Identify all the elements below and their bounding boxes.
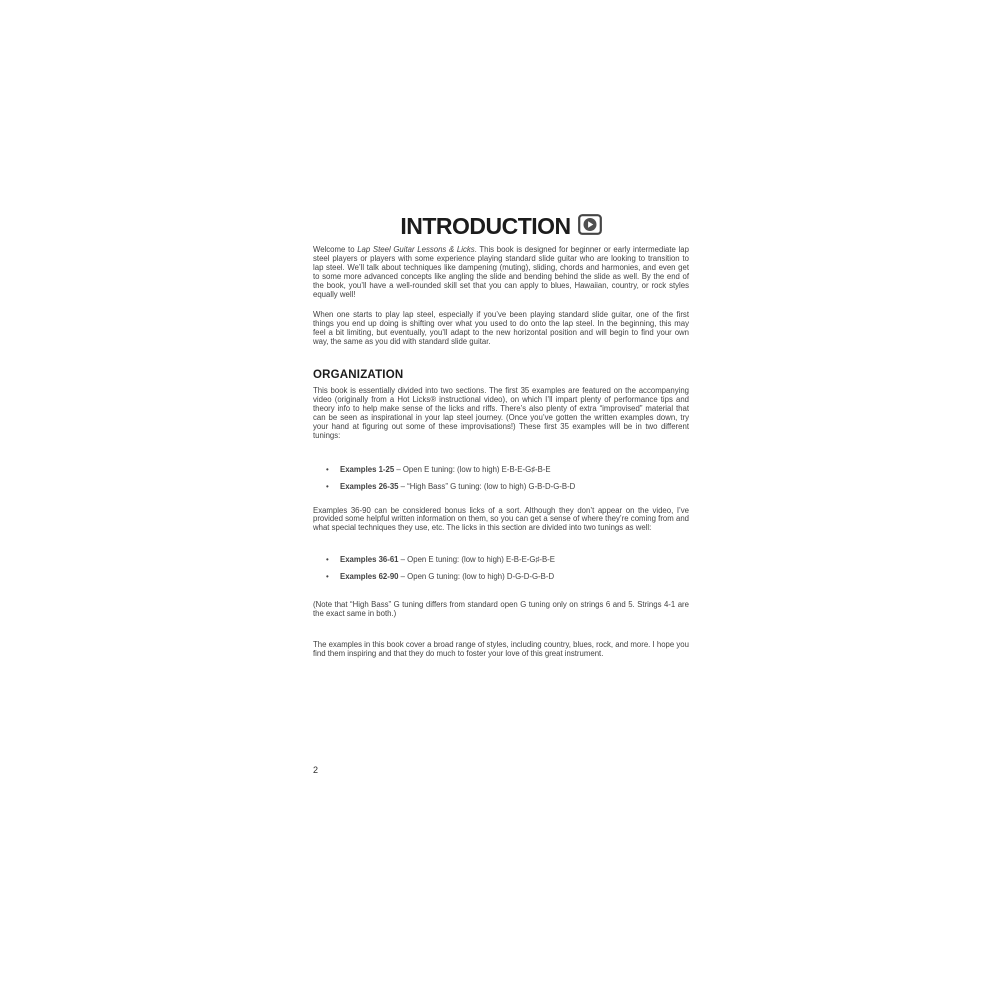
tuning-note-paragraph: (Note that “High Bass” G tuning differs from standard open G tuning only on strings 6 and 5. Strings 4-1 are the exact same in both.) [313,600,689,619]
book-title-italic: Lap Steel Guitar Lessons & Licks [357,245,475,254]
list-item-text [340,482,575,491]
intro-paragraph-2: When one starts to play lap steel, especially if you’ve been playing standard slide guitar, one of the first things you end up doing is shifting over what you used to do onto the lap steel. In the beginning, this may feel a bit limiting, but eventually, you’ll adapt to the new horizontal position and will begin to find your own way, the same as you did with standard slide guitar. [313,310,689,347]
organization-heading: ORGANIZATION [313,369,404,382]
video-play-icon [578,214,602,240]
chapter-title: INTRODUCTION [400,213,571,240]
tuning-description: – Open E tuning: (low to high) E-B-E-G♯-B-E [394,464,551,474]
intro-welcome-prefix: Welcome to [313,245,358,254]
chapter-title-row [313,214,689,240]
bullet-icon: • [326,572,329,582]
intro-welcome-suffix: . This book is designed for beginner or early intermediate lap steel players or players with some experience playing standard slide guitar who are looking to transition to lap steel. We’ll talk about techniques like dampening (muting), sliding, chords and harmonies, and even get to some more advanced concepts like angling the slide and bending behind the slide as well. By the end of the book, you’ll have a well-rounded skill set that you can apply to blues, Hawaiian, country, or rock styles equally well! [313,245,689,299]
organization-paragraph-2: Examples 36-90 can be considered bonus licks of a sort. Although they don’t appear on the video, I’ve provided some helpful written information on them, so you can get a sense of where they’re coming from and what special techniques they use, etc. The licks in this section are divided into two tunings as well: [313,505,689,533]
closing-paragraph: The examples in this book cover a broad range of styles, including country, blues, rock, and more. I hope you find them inspiring and that they do much to foster your love of this great instrument. [313,640,689,658]
list-item [326,572,689,581]
bullet-icon: • [326,481,329,491]
list-item-text [340,465,551,474]
tuning-description: – “High Bass” G tuning: (low to high) G-B-D-G-B-D [398,481,576,491]
tuning-list-2 [313,555,689,581]
list-item [326,465,689,474]
intro-paragraph-1 [313,246,689,299]
list-item-text [340,572,554,581]
tuning-list-1 [313,465,689,491]
list-item-text [340,555,555,564]
example-range-label: Examples 1-25 [340,464,395,474]
bullet-icon: • [326,555,329,565]
page-number: 2 [313,765,319,775]
bullet-icon: • [326,464,329,474]
example-range-label: Examples 62-90 [340,572,399,582]
list-item [326,482,689,491]
list-item [326,555,689,564]
tuning-description: – Open G tuning: (low to high) D-G-D-G-B-D [398,572,555,582]
tuning-description: – Open E tuning: (low to high) E-B-E-G♯-B-E [398,555,555,565]
organization-paragraph-1: This book is essentially divided into two sections. The first 35 examples are featured on the accompanying video (originally from a Hot Licks® instructional video), on which I’ll impart plenty of performance tips and theory info to help make sense of the licks and riffs. There’s also plenty of extra “improvised” material that can be seen as inspirational in your lap steel journey. (Once you’ve gotten the written examples down, try your hand at figuring out some of these improvisations!) These first 35 examples will be in two different tunings: [313,386,689,440]
page-content [313,214,689,671]
example-range-label: Examples 26-35 [340,481,399,491]
example-range-label: Examples 36-61 [340,555,399,565]
